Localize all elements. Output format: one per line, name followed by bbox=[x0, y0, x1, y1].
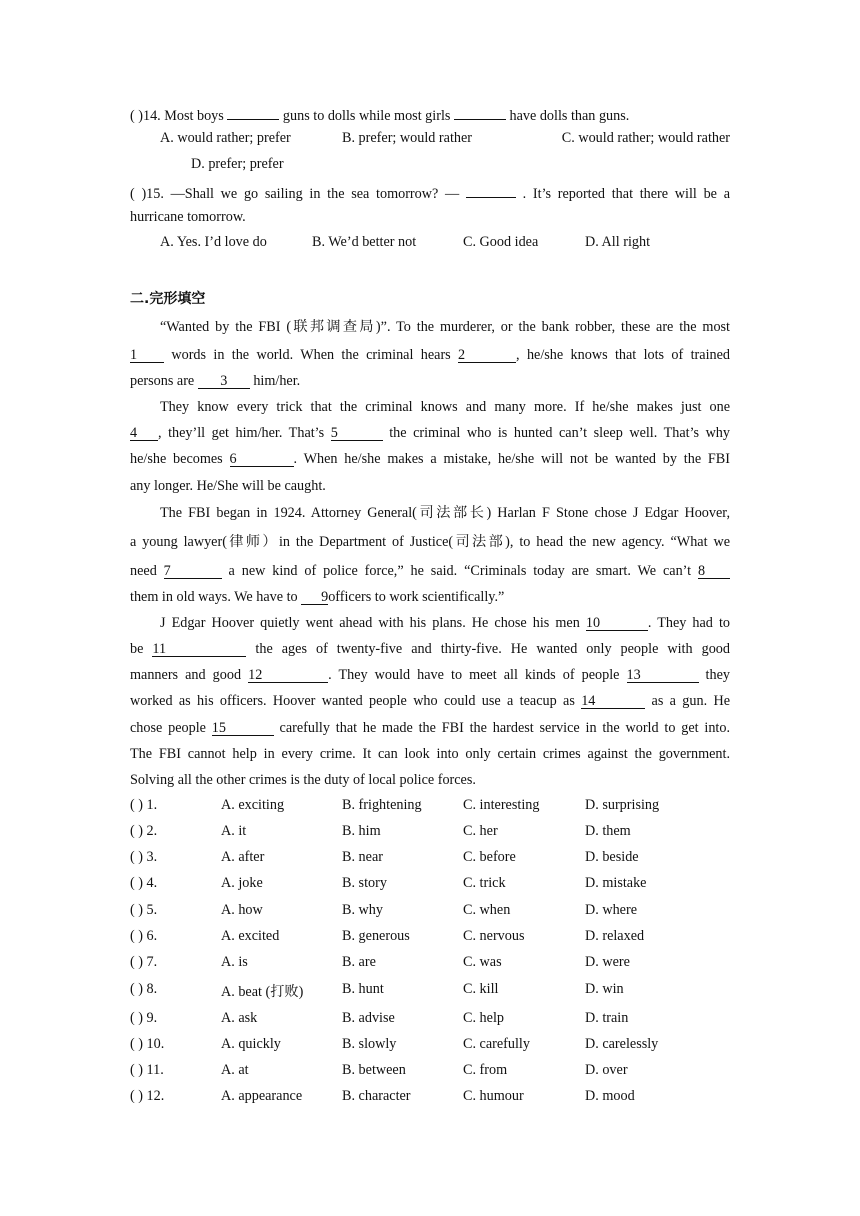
p2-l3-b: . When he/she makes a mistake, he/she will not be wanted by the FBI bbox=[293, 451, 730, 467]
option-a: A. beat (打败) bbox=[221, 984, 304, 1000]
option-c: C. was bbox=[463, 954, 502, 970]
passage-p2-line1: They know every trick that the criminal knows and many more. If he/she makes just one bbox=[160, 399, 730, 415]
option-c: C. her bbox=[463, 823, 498, 839]
option-d: D. over bbox=[585, 1062, 628, 1078]
option-b: B. why bbox=[342, 902, 383, 918]
question-number: ( ) 10. bbox=[130, 1036, 165, 1052]
option-b: B. frightening bbox=[342, 797, 422, 813]
passage-p1-line3 bbox=[130, 372, 730, 390]
passage-p3-line2: a young lawyer(律师）in the Department of Justice(司法部), to head the new agency. “What we bbox=[130, 534, 730, 550]
passage-p4-line3 bbox=[130, 666, 730, 684]
q14-option-a: A. would rather; prefer bbox=[160, 130, 291, 146]
q15-text-a: ( )15. —Shall we go sailing in the sea tomorrow? — bbox=[130, 186, 466, 202]
p4-l1-b: . They had to bbox=[647, 615, 730, 631]
p4-l2-b: the ages of twenty-five and thirty-five. He wanted only people with good bbox=[246, 641, 730, 657]
p4-l5-b: carefully that he made the FBI the hardest service in the world to get into. bbox=[273, 720, 731, 736]
passage-p4-line4 bbox=[130, 692, 730, 710]
option-c: C. before bbox=[463, 849, 516, 865]
question-number: ( ) 11. bbox=[130, 1062, 164, 1078]
blank-15: 15 bbox=[212, 720, 274, 736]
option-c: C. help bbox=[463, 1010, 504, 1026]
question-14-stem bbox=[130, 104, 730, 125]
blank-14: 14 bbox=[581, 693, 645, 709]
blank-9: 9 bbox=[301, 589, 328, 605]
option-d: D. carelessly bbox=[585, 1036, 659, 1052]
option-a: A. is bbox=[221, 954, 248, 970]
option-b: B. him bbox=[342, 823, 381, 839]
passage-p3-line4 bbox=[130, 588, 730, 606]
option-b: B. near bbox=[342, 849, 383, 865]
question-number: ( ) 2. bbox=[130, 823, 158, 839]
p3-l4-b: officers to work scientifically.” bbox=[328, 589, 505, 605]
option-b: B. story bbox=[342, 875, 387, 891]
passage-p4-line6: The FBI cannot help in every crime. It can look into only certain crimes against the government. bbox=[130, 746, 730, 762]
question-number: ( ) 9. bbox=[130, 1010, 158, 1026]
passage-p4-line2 bbox=[130, 640, 730, 658]
option-b: B. between bbox=[342, 1062, 406, 1078]
option-c: C. interesting bbox=[463, 797, 540, 813]
option-a: A. joke bbox=[221, 875, 263, 891]
blank-2: 2 bbox=[458, 347, 516, 363]
option-c: C. trick bbox=[463, 875, 506, 891]
p1-l2-b: , he/she knows that lots of trained bbox=[516, 347, 730, 363]
q14-option-c: C. would rather; would rather bbox=[561, 130, 730, 146]
blank-7: 7 bbox=[164, 563, 222, 579]
option-c: C. when bbox=[463, 902, 511, 918]
option-b: B. slowly bbox=[342, 1036, 397, 1052]
q15-option-b: B. We’d better not bbox=[312, 234, 417, 250]
question-number: ( ) 7. bbox=[130, 954, 158, 970]
option-d: D. beside bbox=[585, 849, 639, 865]
question-number: ( ) 5. bbox=[130, 902, 158, 918]
option-a: A. appearance bbox=[221, 1088, 303, 1104]
p4-l3-c: they bbox=[698, 667, 730, 683]
passage-p1-line1: “Wanted by the FBI (联邦调查局)”. To the murderer, or the bank robber, these are the most bbox=[160, 319, 730, 335]
p2-l2-a: , they’ll get him/her. That’s bbox=[158, 425, 331, 441]
question-15-stem bbox=[130, 182, 730, 203]
q15-stem-cont: hurricane tomorrow. bbox=[130, 209, 246, 225]
q14-text-b: guns to dolls while most girls bbox=[279, 108, 454, 124]
passage-p1-line2 bbox=[130, 346, 730, 364]
option-c: C. carefully bbox=[463, 1036, 530, 1052]
p2-l2-b: the criminal who is hunted can’t sleep well. That’s why bbox=[382, 425, 730, 441]
passage-p2-line3 bbox=[130, 450, 730, 468]
blank-12: 12 bbox=[248, 667, 328, 683]
option-a: A. ask bbox=[221, 1010, 258, 1026]
question-number: ( ) 8. bbox=[130, 981, 158, 997]
option-b: B. are bbox=[342, 954, 376, 970]
option-a: A. exciting bbox=[221, 797, 285, 813]
p4-l3-b: . They would have to meet all kinds of people bbox=[328, 667, 627, 683]
q14-option-d: D. prefer; prefer bbox=[191, 156, 284, 172]
q15-option-c: C. Good idea bbox=[463, 234, 539, 250]
option-d: D. win bbox=[585, 981, 624, 997]
p4-l4-a: worked as his officers. Hoover wanted people who could use a teacup as bbox=[130, 693, 582, 709]
blank-3: 3 bbox=[198, 373, 250, 389]
option-c: C. nervous bbox=[463, 928, 525, 944]
option-b: B. character bbox=[342, 1088, 411, 1104]
option-d: D. surprising bbox=[585, 797, 660, 813]
passage-p2-line4: any longer. He/She will be caught. bbox=[130, 478, 326, 494]
p4-l4-b: as a gun. He bbox=[645, 693, 730, 709]
q15-text-b: . It’s reported that there will be a bbox=[515, 186, 730, 202]
question-number: ( ) 6. bbox=[130, 928, 158, 944]
q15-blank bbox=[466, 182, 516, 198]
passage-p3-line3 bbox=[130, 562, 730, 580]
p1-l3-b: him/her. bbox=[249, 373, 301, 389]
option-a: A. at bbox=[221, 1062, 249, 1078]
option-a: A. after bbox=[221, 849, 265, 865]
p4-l3-a: manners and good bbox=[130, 667, 249, 683]
option-d: D. were bbox=[585, 954, 630, 970]
p4-l5-a: chose people bbox=[130, 720, 212, 736]
blank-10: 10 bbox=[586, 615, 648, 631]
option-d: D. mood bbox=[585, 1088, 635, 1104]
question-number: ( ) 4. bbox=[130, 875, 158, 891]
option-d: D. mistake bbox=[585, 875, 647, 891]
q15-option-a: A. Yes. I’d love do bbox=[160, 234, 267, 250]
p3-l4-a: them in old ways. We have to bbox=[130, 589, 302, 605]
p3-l3-a: need bbox=[130, 563, 164, 579]
option-b: B. advise bbox=[342, 1010, 395, 1026]
option-a: A. how bbox=[221, 902, 263, 918]
option-c: C. humour bbox=[463, 1088, 524, 1104]
option-d: D. them bbox=[585, 823, 631, 839]
p4-l2-a: be bbox=[130, 641, 153, 657]
p1-l2-a: words in the world. When the criminal hears bbox=[164, 347, 459, 363]
option-a: A. it bbox=[221, 823, 247, 839]
option-b: B. hunt bbox=[342, 981, 384, 997]
q14-text-c: have dolls than guns. bbox=[505, 108, 630, 124]
q14-option-b: B. prefer; would rather bbox=[342, 130, 473, 146]
blank-8: 8 bbox=[698, 563, 730, 579]
passage-p4-line7: Solving all the other crimes is the duty of local police forces. bbox=[130, 772, 476, 788]
q14-text-a: ( )14. Most boys bbox=[130, 108, 228, 124]
p2-l3-a: he/she becomes bbox=[130, 451, 230, 467]
p3-l3-b: a new kind of police force,” he said. “Criminals today are smart. We can’t bbox=[221, 563, 698, 579]
passage-p3-line1: The FBI began in 1924. Attorney General(司法部长) Harlan F Stone chose J Edgar Hoover, bbox=[160, 505, 730, 521]
blank-4: 4 bbox=[130, 425, 158, 441]
passage-p4-line5 bbox=[130, 719, 730, 737]
question-number: ( ) 3. bbox=[130, 849, 158, 865]
blank-1: 1 bbox=[130, 347, 164, 363]
blank-11: 11 bbox=[152, 641, 246, 657]
option-d: D. relaxed bbox=[585, 928, 645, 944]
q15-option-d: D. All right bbox=[585, 234, 651, 250]
option-d: D. where bbox=[585, 902, 637, 918]
blank-5: 5 bbox=[331, 425, 383, 441]
passage-p2-line2 bbox=[130, 424, 730, 442]
q14-blank-1 bbox=[227, 104, 279, 120]
p4-l1-a: J Edgar Hoover quietly went ahead with his plans. He chose his men bbox=[160, 615, 586, 631]
p1-l3-a: persons are bbox=[130, 373, 198, 389]
question-number: ( ) 12. bbox=[130, 1088, 165, 1104]
blank-6: 6 bbox=[230, 451, 294, 467]
option-c: C. kill bbox=[463, 981, 499, 997]
option-d: D. train bbox=[585, 1010, 629, 1026]
section-heading: 二.完形填空 bbox=[130, 291, 206, 307]
option-a: A. quickly bbox=[221, 1036, 281, 1052]
blank-13: 13 bbox=[627, 667, 699, 683]
question-number: ( ) 1. bbox=[130, 797, 158, 813]
option-a: A. excited bbox=[221, 928, 280, 944]
passage-p4-line1 bbox=[160, 614, 730, 632]
option-c: C. from bbox=[463, 1062, 508, 1078]
q14-blank-2 bbox=[454, 104, 506, 120]
option-b: B. generous bbox=[342, 928, 410, 944]
